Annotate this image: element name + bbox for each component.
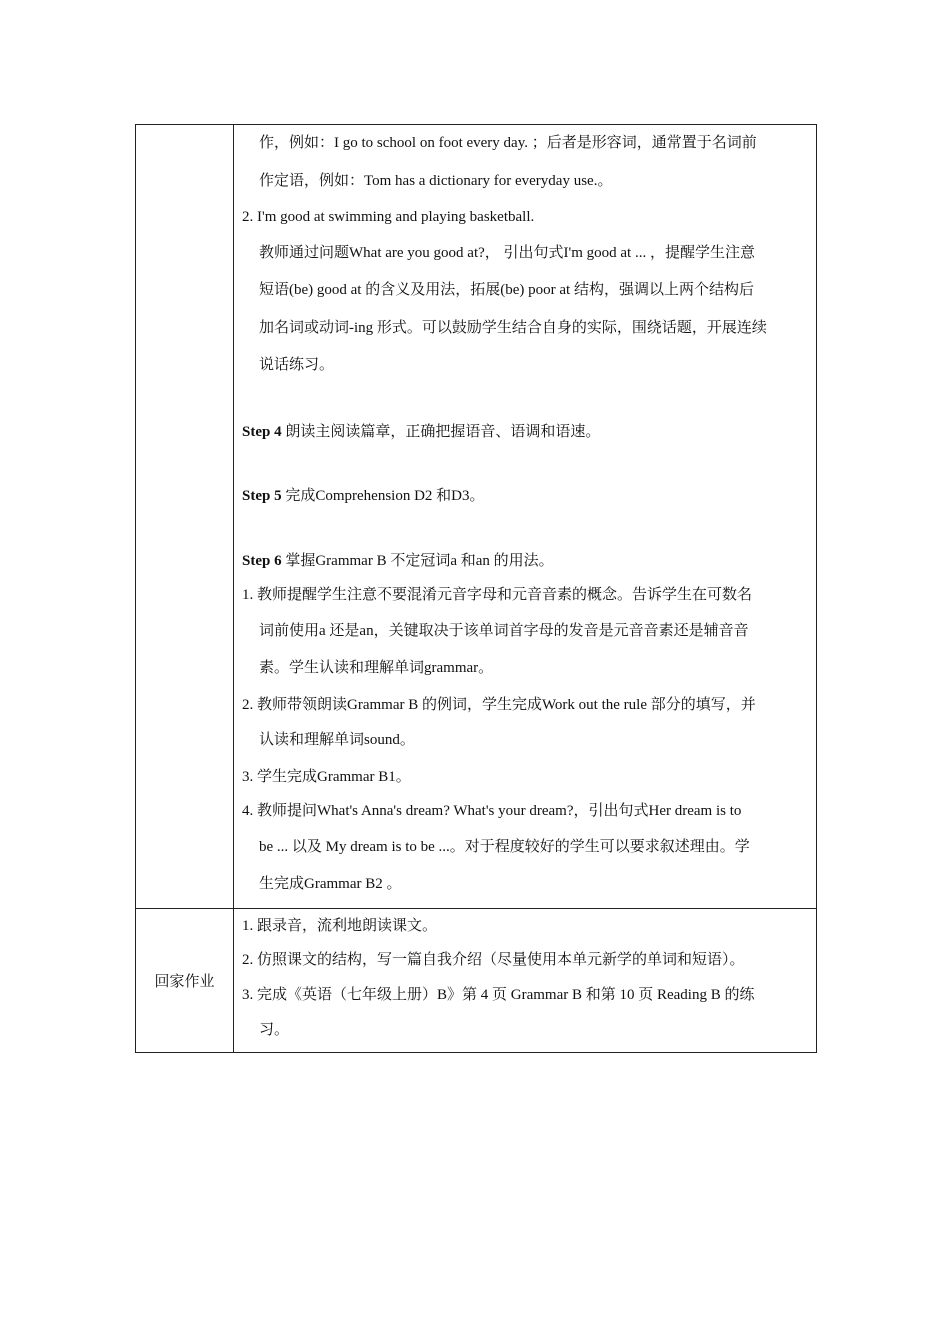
procedure-content-cell	[234, 125, 817, 909]
step6-item4-line-2: 生完成Grammar B2 。	[259, 876, 402, 892]
step6-text: 掌握Grammar B 不定冠词a 和an 的用法。	[281, 552, 554, 569]
step6-item4-head: 4. 教师提问What's Anna's dream? What's your dream?，引出句式Her dream is to	[242, 803, 742, 819]
step6-item2-head: 2. 教师带领朗读Grammar B 的例词，学生完成Work out the rule 部分的填写，并	[242, 696, 756, 713]
step5-label: Step 5	[242, 488, 282, 504]
homework-item3-line-1: 习。	[259, 1022, 290, 1038]
item2-line-4: 说话练习。	[259, 357, 335, 373]
step6-item2-line-1: 认读和理解单词sound。	[259, 732, 415, 748]
intro-line-2: 作定语，例如：Tom has a dictionary for everyday use.。	[259, 172, 613, 189]
item2-head: 2. I'm good at swimming and playing basketball.	[242, 209, 535, 225]
step5	[242, 479, 807, 514]
step6-item1-head: 1. 教师提醒学生注意不要混淆元音字母和元音音素的概念。告诉学生在可数名	[242, 587, 753, 603]
empty-label-cell	[136, 125, 234, 909]
step6	[242, 544, 807, 579]
step4	[242, 415, 807, 450]
item2-line-2: 短语(be) good at 的含义及用法，拓展(be) poor at 结构，强调以上两个结构后	[259, 282, 754, 298]
homework-item2: 2. 仿照课文的结构，写一篇自我介绍（尽量使用本单元新学的单词和短语）。	[242, 952, 745, 968]
step4-label: Step 4	[242, 423, 282, 440]
homework-item3: 3. 完成《英语（七年级上册）B》第 4 页 Grammar B 和第 10 页 Reading B 的练	[242, 986, 755, 1003]
procedure-row	[136, 125, 817, 909]
step6-item1-line-1: 词前使用a 还是an，关键取决于该单词首字母的发音是元音音素还是辅音音	[259, 622, 749, 639]
homework-item1: 1. 跟录音，流利地朗读课文。	[242, 917, 438, 934]
item2-line-3: 加名词或动词-ing 形式。可以鼓励学生结合自身的实际，围绕话题，开展连续	[259, 319, 767, 336]
step6-label: Step 6	[242, 552, 282, 569]
step4-text: 朗读主阅读篇章，正确把握语音、语调和语速。	[281, 423, 601, 440]
step6-item4-line-1: be ... 以及 My dream is to be ...。对于程度较好的学生可以要求叙述理由。学	[259, 838, 750, 855]
lesson-plan-table	[135, 124, 817, 1053]
step5-text: 完成Comprehension D2 和D3。	[281, 488, 485, 504]
homework-content-cell	[234, 908, 817, 1052]
intro-line-1: 作，例如：I go to school on foot every day. ；后者是形容词，通常置于名词前	[259, 135, 757, 151]
step6-item3-head: 3. 学生完成Grammar B1。	[242, 768, 411, 785]
item2-line-1: 教师通过问题What are you good at?， 引出句式I'm good at ... ，提醒学生注意	[259, 244, 755, 261]
homework-label: 回家作业	[136, 908, 234, 1052]
homework-row	[136, 908, 817, 1052]
step6-item1-line-2: 素。学生认读和理解单词grammar。	[259, 660, 494, 676]
